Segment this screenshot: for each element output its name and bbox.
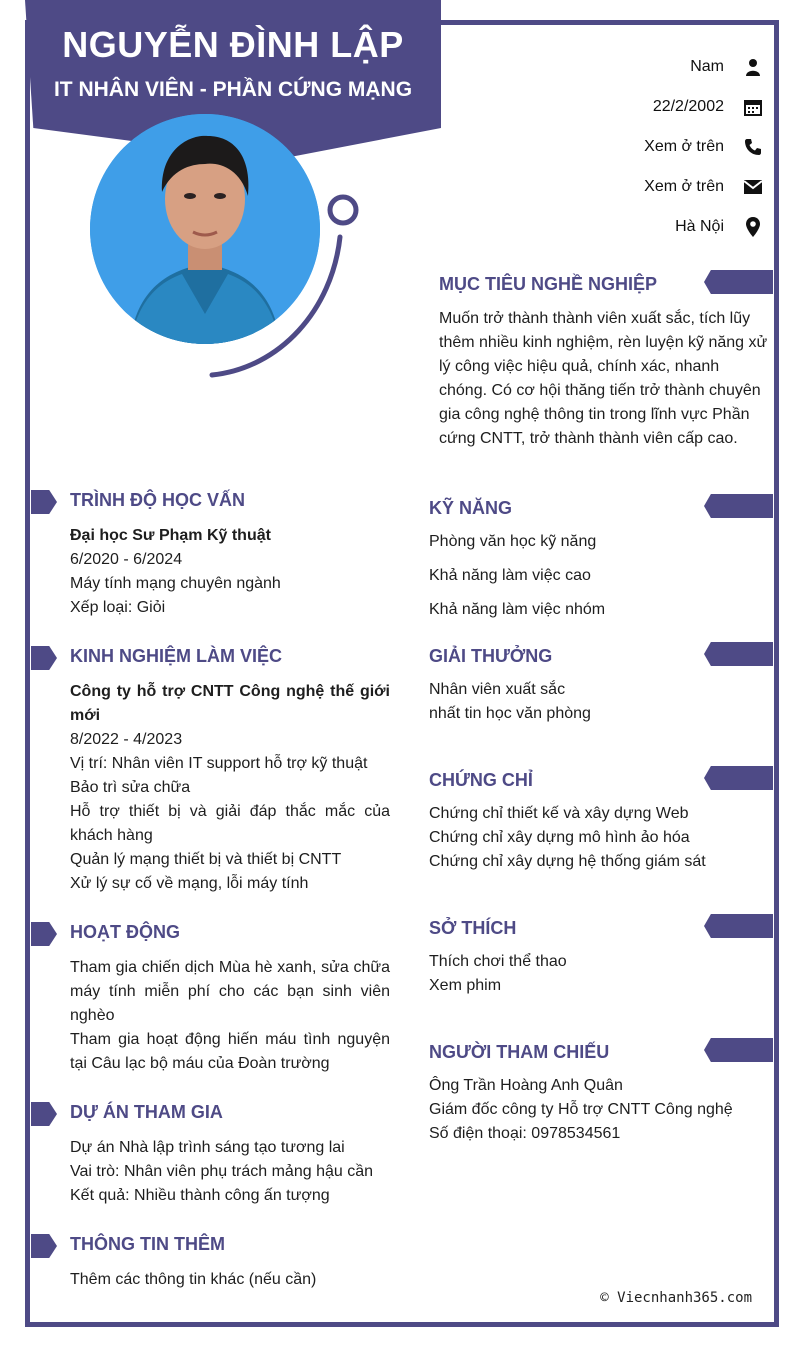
hobbies-content [429,950,759,998]
certificate-item: Chứng chỉ thiết kế và xây dựng Web [429,805,689,822]
reference-line: Số điện thoại: 0978534561 [429,1125,621,1142]
contact-address [464,213,764,241]
experience-company: Công ty hỗ trợ CNTT Công nghệ thế giới mới [70,683,390,724]
certificate-item: Chứng chỉ xây dựng mô hình ảo hóa [429,829,690,846]
objective-text: Muốn trở thành thành viên xuất sắc, tích lũy thêm nhiều kinh nghiệm, rèn luyện kỹ năng xử lý công việc hiệu quả, chính xác, nhanh chóng. Có cơ hội thăng tiến trở thành chuyên gia công nghệ thông tin trong lĩnh vực Phần cứng CNTT, trở thành thành viên cấp cao. [439,310,768,447]
user-icon [742,56,764,78]
contact-gender [464,53,764,81]
awards-title: GIẢI THƯỞNG [429,646,553,666]
references-content [429,1074,764,1146]
certificates-content [429,802,759,874]
activities-title: HOẠT ĐỘNG [70,922,180,942]
experience-line: Quản lý mạng thiết bị và thiết bị CNTT [70,851,342,868]
candidate-name: NGUYỄN ĐÌNH LẬP [62,24,404,65]
skills-marker [704,494,773,518]
education-content [70,524,390,620]
contact-gender-text: Nam [690,58,724,75]
projects-title: DỰ ÁN THAM GIA [70,1102,223,1122]
skill-item: Khả năng làm việc nhóm [429,601,606,618]
activity-item: Tham gia chiến dịch Mùa hè xanh, sửa chữa máy tính miễn phí cho các bạn sinh viên nghèo [70,959,390,1024]
project-line: Vai trò: Nhân viên phụ trách mảng hậu cần [70,1163,373,1180]
extra-text: Thêm các thông tin khác (nếu cần) [70,1271,317,1288]
project-line: Kết quả: Nhiều thành công ấn tượng [70,1187,330,1204]
experience-content [70,680,390,896]
contact-phone-text: Xem ở trên [644,138,724,155]
objective-title: MỤC TIÊU NGHỀ NGHIỆP [439,274,658,294]
contact-email-text: Xem ở trên [644,178,724,195]
references-marker [704,1038,773,1062]
project-line: Dự án Nhà lập trình sáng tạo tương lai [70,1139,345,1156]
objective-marker [704,270,773,294]
experience-line: Hỗ trợ thiết bị và giải đáp thắc mắc của khách hàng [70,803,390,844]
education-major: Máy tính mạng chuyên ngành [70,575,281,592]
candidate-role: IT NHÂN VIÊN - PHẦN CỨNG MẠNG [53,78,413,101]
extra-title: THÔNG TIN THÊM [70,1234,225,1254]
education-school: Đại học Sư Phạm Kỹ thuật [70,527,271,544]
award-line: nhất tin học văn phòng [429,705,591,722]
experience-line: Vị trí: Nhân viên IT support hỗ trợ kỹ thuật [70,755,368,772]
projects-content [70,1136,400,1208]
awards-content [429,678,759,726]
skill-item: Phòng văn học kỹ năng [429,533,597,550]
reference-line: Ông Trần Hoàng Anh Quân [429,1077,623,1094]
hobbies-marker [704,914,773,938]
hobby-item: Xem phim [429,977,502,994]
experience-title: KINH NGHIỆM LÀM VIỆC [70,646,283,666]
award-line: Nhân viên xuất sắc [429,681,566,698]
contact-birthday [464,93,764,121]
calendar-icon [742,96,764,118]
activity-item: Tham gia hoạt động hiến máu tình nguyện tại Câu lạc bộ máu của Đoàn trường [70,1031,390,1072]
contact-email [464,173,764,201]
education-title: TRÌNH ĐỘ HỌC VẤN [70,490,245,510]
skills-list [429,530,759,632]
education-grade: Xếp loại: Giỏi [70,599,166,616]
hobbies-title: SỞ THÍCH [429,918,517,938]
hobby-item: Thích chơi thể thao [429,953,567,970]
education-period: 6/2020 - 6/2024 [70,551,183,568]
skills-title: KỸ NĂNG [429,498,513,518]
decorative-arc [200,190,370,390]
contact-birthday-text: 22/2/2002 [652,98,724,115]
certificates-marker [704,766,773,790]
phone-icon [742,136,764,158]
skill-item: Khả năng làm việc cao [429,567,591,584]
reference-line: Giám đốc công ty Hỗ trợ CNTT Công nghệ [429,1101,733,1118]
certificate-item: Chứng chỉ xây dựng hệ thống giám sát [429,853,706,870]
certificates-title: CHỨNG CHỈ [429,770,533,790]
copyright-text: © Viecnhanh365.com [600,1290,752,1306]
location-pin-icon [742,216,764,238]
references-title: NGƯỜI THAM CHIẾU [429,1042,610,1062]
awards-marker [704,642,773,666]
contact-phone [464,133,764,161]
mail-icon [742,176,764,198]
contact-address-text: Hà Nội [675,218,724,235]
activities-content [70,956,390,1076]
experience-line: 8/2022 - 4/2023 [70,731,183,748]
experience-line: Bảo trì sửa chữa [70,779,191,796]
experience-line: Xử lý sự cố về mạng, lỗi máy tính [70,875,309,892]
